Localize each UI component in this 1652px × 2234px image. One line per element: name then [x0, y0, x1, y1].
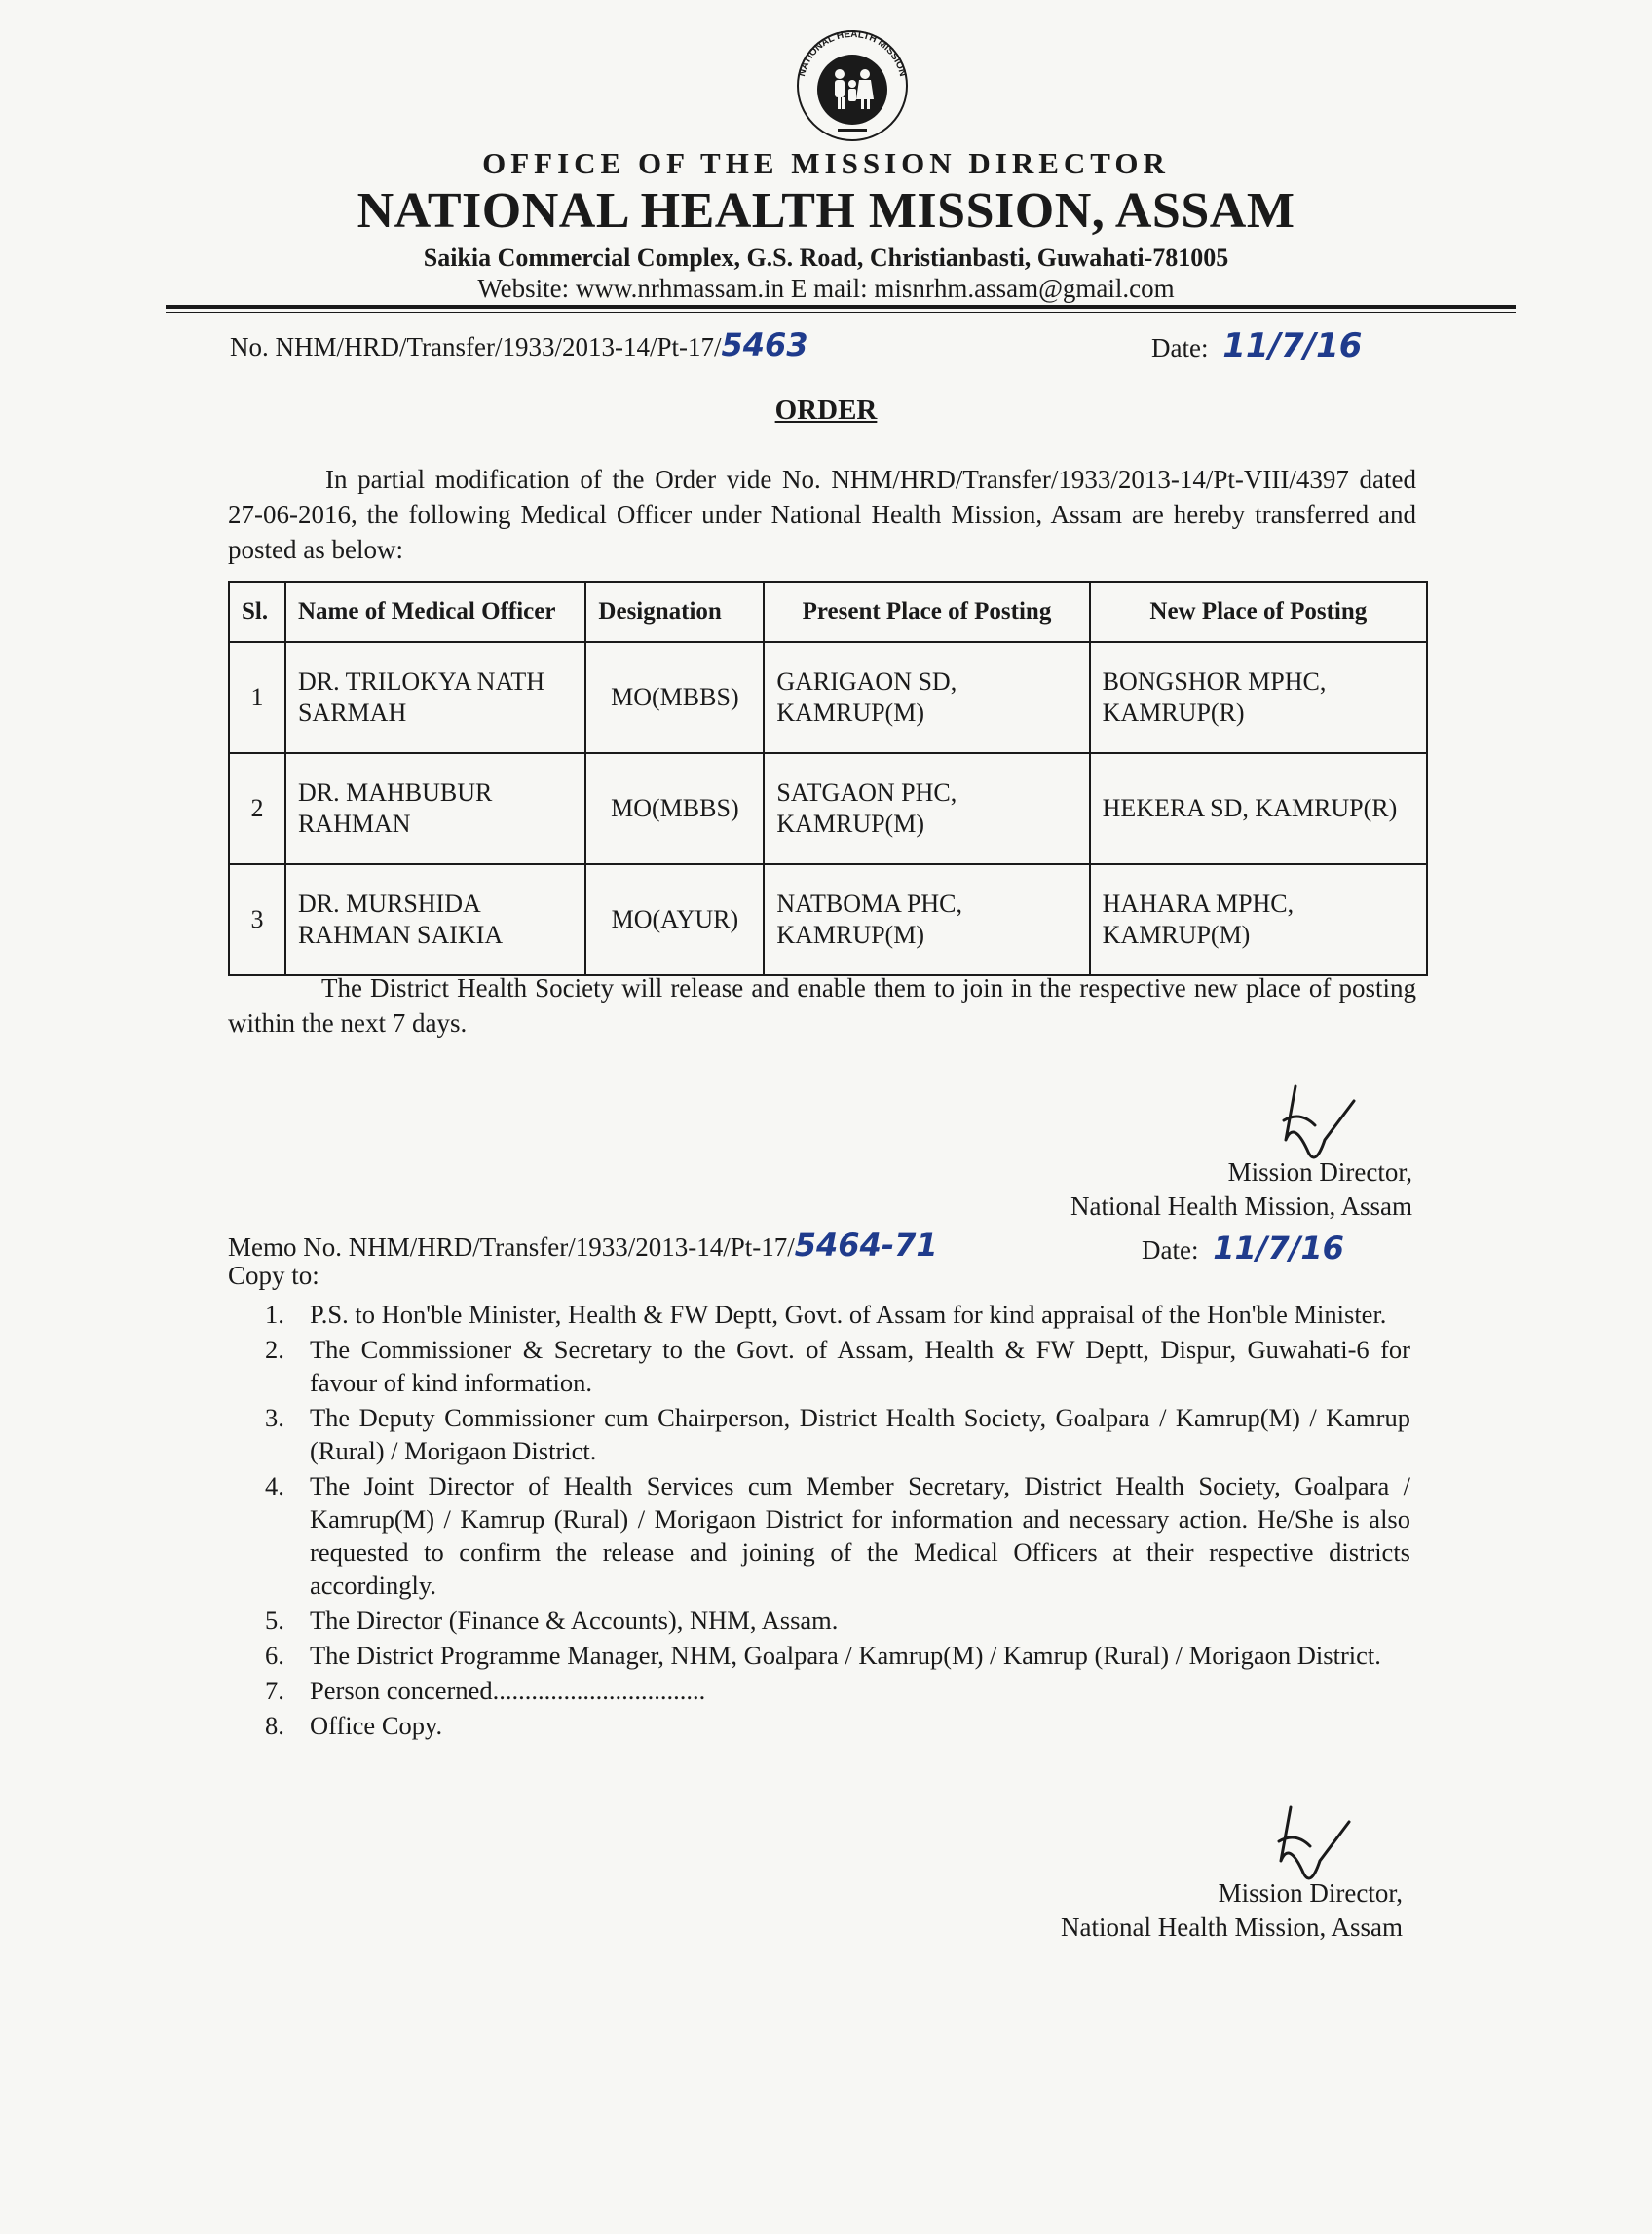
transfer-table — [228, 581, 1428, 976]
cell-new-posting: BONGSHOR MPHC, KAMRUP(R) — [1090, 642, 1427, 753]
office-heading: OFFICE OF THE MISSION DIRECTOR — [482, 146, 1170, 180]
header-rule-thick — [166, 305, 1516, 309]
svg-text:NATIONAL HEALTH MISSION: NATIONAL HEALTH MISSION — [796, 28, 909, 78]
memo-prefix: Memo No. NHM/HRD/Transfer/1933/2013-14/Pt-17/ — [228, 1232, 795, 1262]
copy-list — [228, 1298, 1410, 1744]
cell-sl: 2 — [229, 753, 285, 864]
col-header-designation: Designation — [585, 582, 764, 642]
order-date-handwritten: 11/7/16 — [1222, 326, 1363, 365]
cell-present-posting: GARIGAON SD, KAMRUP(M) — [764, 642, 1089, 753]
cell-name: DR. MURSHIDA RAHMAN SAIKIA — [285, 864, 585, 975]
cell-present-posting: SATGAON PHC, KAMRUP(M) — [764, 753, 1089, 864]
table-row — [229, 864, 1427, 975]
contact-line: Website: www.nrhmassam.in E mail: misnrhm.assam@gmail.com — [477, 274, 1175, 303]
order-date — [1151, 326, 1362, 365]
memo-date-handwritten: 11/7/16 — [1213, 1230, 1344, 1267]
reference-number — [230, 326, 808, 363]
memo-date — [1142, 1230, 1344, 1267]
table-header-row — [229, 582, 1427, 642]
release-note: The District Health Society will release and enable them to join in the respective new place of posting within the next 7 days. — [228, 973, 1416, 1038]
signatory-org: National Health Mission, Assam — [1070, 1192, 1412, 1221]
cell-new-posting: HEKERA SD, KAMRUP(R) — [1090, 753, 1427, 864]
cell-new-posting: HAHARA MPHC, KAMRUP(M) — [1090, 864, 1427, 975]
cell-sl: 1 — [229, 642, 285, 753]
office-address: Saikia Commercial Complex, G.S. Road, Christianbasti, Guwahati-781005 — [423, 244, 1229, 272]
reference-handwritten-number: 5463 — [721, 326, 808, 363]
list-item: 7. Person concerned................................. — [265, 1676, 706, 1705]
table-row — [229, 753, 1427, 864]
signature-block-1 — [925, 1155, 1412, 1224]
col-header-sl: Sl. — [229, 582, 285, 642]
reference-prefix: No. NHM/HRD/Transfer/1933/2013-14/Pt-17/ — [230, 332, 722, 361]
signatory-org: National Health Mission, Assam — [1061, 1912, 1403, 1942]
cell-designation: MO(MBBS) — [585, 753, 764, 864]
memo-number — [228, 1227, 938, 1264]
memo-date-label: Date: — [1142, 1235, 1199, 1265]
cell-present-posting: NATBOMA PHC, KAMRUP(M) — [764, 864, 1089, 975]
list-item: 3. The Deputy Commissioner cum Chairperson, District Health Society, Goalpara / Kamrup(M) / Kamrup (Rural) / Morigaon District. — [265, 1403, 1410, 1465]
cell-name: DR. TRILOKYA NATH SARMAH — [285, 642, 585, 753]
table-row — [229, 642, 1427, 753]
order-date-label: Date: — [1151, 333, 1209, 362]
signatory-title: Mission Director, — [1218, 1878, 1403, 1908]
list-item: 5. The Director (Finance & Accounts), NHM, Assam. — [265, 1606, 839, 1635]
order-title: ORDER — [774, 395, 878, 426]
intro-paragraph: In partial modification of the Order vide No. NHM/HRD/Transfer/1933/2013-14/Pt-VIII/4397 dated 27-06-2016, the following Medical Officer under National Health Mission, Assam are hereby transferred and posted as below: — [228, 465, 1416, 564]
signatory-title: Mission Director, — [1227, 1157, 1412, 1187]
list-item: 2. The Commissioner & Secretary to the Govt. of Assam, Health & FW Deptt, Dispur, Guwahati-6 for favour of kind information. — [265, 1335, 1410, 1397]
list-item: 6. The District Programme Manager, NHM, Goalpara / Kamrup(M) / Kamrup (Rural) / Morigaon District. — [265, 1641, 1381, 1670]
cell-designation: MO(AYUR) — [585, 864, 764, 975]
memo-handwritten-number: 5464-71 — [794, 1227, 938, 1264]
list-item: 1. P.S. to Hon'ble Minister, Health & FW Deptt, Govt. of Assam for kind appraisal of the Hon'ble Minister. — [265, 1300, 1387, 1329]
copy-to-label: Copy to: — [228, 1261, 319, 1290]
col-header-present: Present Place of Posting — [764, 582, 1089, 642]
signature-block-2 — [916, 1876, 1403, 1945]
organization-name: NATIONAL HEALTH MISSION, ASSAM — [357, 183, 1295, 239]
col-header-new: New Place of Posting — [1090, 582, 1427, 642]
cell-name: DR. MAHBUBUR RAHMAN — [285, 753, 585, 864]
nhm-logo — [779, 25, 925, 146]
list-item: 4. The Joint Director of Health Services cum Member Secretary, District Health Society, Goalpara / Kamrup(M) / Kamrup (Rural) / Morigaon District for information and necessary action. He/She is also requested to confirm the release and joining of the Medical Officers at their respective districts accordingly. — [265, 1471, 1410, 1600]
cell-designation: MO(MBBS) — [585, 642, 764, 753]
cell-sl: 3 — [229, 864, 285, 975]
list-item: 8. Office Copy. — [265, 1711, 443, 1740]
col-header-name: Name of Medical Officer — [285, 582, 585, 642]
header-rule-thin — [166, 312, 1516, 313]
